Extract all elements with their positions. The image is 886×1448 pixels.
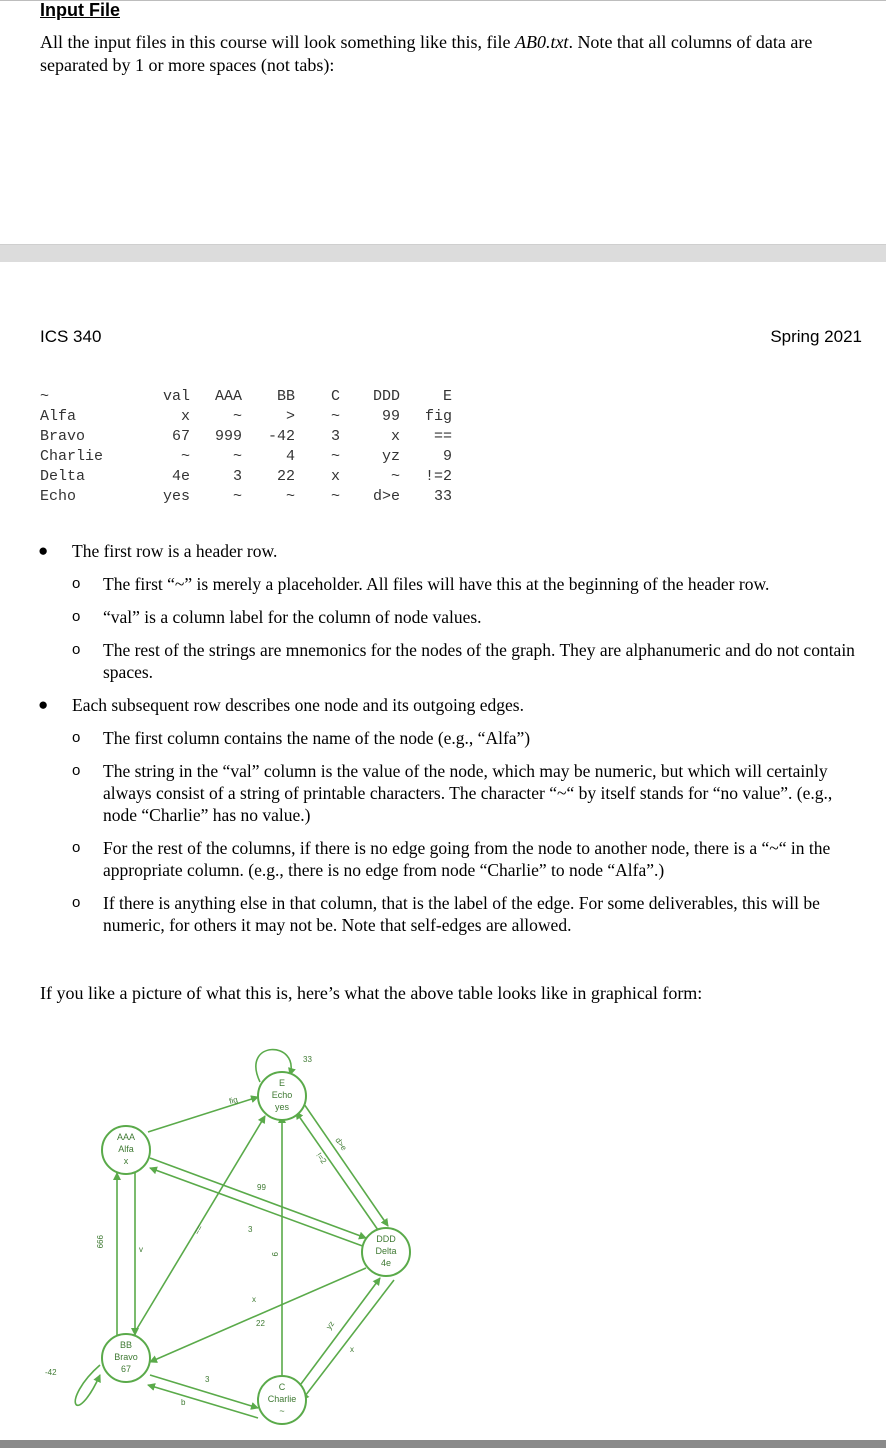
list-item-text: Each subsequent row describes one node and its outgoing edges. bbox=[72, 695, 524, 715]
sub-list-item-text: The rest of the strings are mnemonics for the nodes of the graph. They are alphanumeric and do not contain spaces. bbox=[103, 640, 855, 682]
node-name: Echo bbox=[271, 1090, 293, 1100]
edge-label: v bbox=[139, 1245, 143, 1254]
intro-after: . Note that all columns of data are separated by 1 or more spaces (not tabs): bbox=[40, 32, 813, 75]
table-cell: ~ bbox=[330, 488, 340, 505]
edge-label: == bbox=[191, 1223, 205, 1236]
table-cell: > bbox=[285, 408, 295, 425]
edge-label: b bbox=[181, 1398, 186, 1407]
table-row bbox=[36, 487, 452, 507]
table-cell: d>e bbox=[372, 488, 400, 505]
table-cell: C bbox=[330, 388, 340, 405]
edge-label: 3 bbox=[205, 1375, 210, 1384]
sub-list-item-text: For the rest of the columns, if there is no edge going from the node to another node, there is a “~“ in the appropriate column. (e.g., there is no edge from node “Charlie” to node “Alfa”.) bbox=[103, 838, 831, 880]
table-cell: E bbox=[442, 388, 452, 405]
table-cell: 4e bbox=[171, 468, 190, 485]
intro-filename: AB0.txt bbox=[514, 32, 569, 52]
table-row bbox=[36, 447, 452, 467]
edge-label: -42 bbox=[45, 1368, 57, 1377]
node-value: yes bbox=[274, 1102, 290, 1112]
edge-label: 99 bbox=[257, 1183, 266, 1192]
node-value: ~ bbox=[279, 1406, 285, 1416]
edge-label: !=2 bbox=[314, 1150, 329, 1166]
node-mnemonic: E bbox=[278, 1078, 286, 1088]
sub-list-item bbox=[0, 606, 886, 628]
sub-list-item-text: If there is anything else in that column, that is the label of the edge. For some deliverables, this will be numeric, for others it may not be. Note that self-edges are allowed. bbox=[103, 893, 820, 935]
circle-bullet-icon: o bbox=[72, 641, 81, 658]
figure-intro: If you like a picture of what this is, here’s what the above table looks like in graphical form: bbox=[40, 983, 703, 1003]
node-mnemonic: C bbox=[278, 1382, 286, 1392]
circle-bullet-icon: o bbox=[72, 894, 81, 911]
edge-delta-alfa bbox=[150, 1168, 368, 1248]
table-cell: !=2 bbox=[424, 468, 452, 485]
sub-list-item bbox=[0, 837, 886, 881]
edge-charlie-bravo bbox=[148, 1385, 258, 1418]
table-cell: ~ bbox=[390, 468, 400, 485]
edge-label: d>e bbox=[333, 1135, 349, 1153]
circle-bullet-icon: o bbox=[72, 575, 81, 592]
edge-label: 999 bbox=[95, 1235, 104, 1249]
edge-delta-echo bbox=[296, 1112, 378, 1230]
course-label: ICS 340 bbox=[40, 327, 102, 346]
node-name: Charlie bbox=[267, 1394, 297, 1404]
table-cell: BB bbox=[276, 388, 295, 405]
graph-diagram bbox=[0, 1030, 886, 1435]
table-cell: ~ bbox=[40, 388, 50, 405]
table-cell: 22 bbox=[276, 468, 295, 485]
table-cell: 9 bbox=[442, 448, 452, 465]
table-cell: ~ bbox=[285, 488, 295, 505]
table-cell: 3 bbox=[232, 468, 242, 485]
table-cell: == bbox=[433, 428, 452, 445]
edge-delta-charlie bbox=[302, 1280, 394, 1400]
node-value: 4e bbox=[380, 1258, 392, 1268]
sub-list-item bbox=[0, 573, 886, 595]
table-cell: ~ bbox=[330, 448, 340, 465]
table-cell: 3 bbox=[330, 428, 340, 445]
edge-bravo-echo bbox=[135, 1116, 265, 1332]
table-cell: x bbox=[180, 408, 190, 425]
edge-label: 3 bbox=[248, 1225, 253, 1234]
input-file-table bbox=[36, 387, 452, 507]
table-cell: ~ bbox=[232, 448, 242, 465]
table-cell: Echo bbox=[40, 488, 77, 505]
edge-label: 9 bbox=[270, 1252, 279, 1257]
page-break bbox=[0, 244, 886, 262]
node-name: Delta bbox=[375, 1246, 397, 1256]
sub-list-item bbox=[0, 892, 886, 936]
sub-list-item bbox=[0, 760, 886, 826]
circle-bullet-icon: o bbox=[72, 839, 81, 856]
table-cell: ~ bbox=[232, 408, 242, 425]
table-header-row bbox=[36, 387, 452, 407]
table-cell: AAA bbox=[214, 388, 242, 405]
sub-list-item-text: “val” is a column label for the column of node values. bbox=[103, 607, 482, 627]
edge-delta-bravo bbox=[150, 1268, 366, 1362]
table-cell: 67 bbox=[171, 428, 190, 445]
node-name: Bravo bbox=[114, 1352, 138, 1362]
table-row bbox=[36, 427, 452, 447]
table-cell: fig bbox=[424, 408, 452, 425]
bullet-icon: ● bbox=[38, 541, 49, 560]
term-label: Spring 2021 bbox=[770, 327, 862, 346]
circle-bullet-icon: o bbox=[72, 762, 81, 779]
list-item bbox=[0, 540, 886, 562]
table-cell: Alfa bbox=[40, 408, 77, 425]
explanation-list bbox=[0, 540, 886, 947]
edge-label: x bbox=[350, 1345, 354, 1354]
edge-alfa-delta bbox=[150, 1158, 366, 1238]
intro-paragraph bbox=[40, 31, 860, 77]
table-row bbox=[36, 407, 452, 427]
table-cell: ~ bbox=[232, 488, 242, 505]
circle-bullet-icon: o bbox=[72, 729, 81, 746]
table-cell: 99 bbox=[381, 408, 400, 425]
table-cell: ~ bbox=[330, 408, 340, 425]
node-value: 67 bbox=[120, 1364, 132, 1374]
edge-echo-delta bbox=[304, 1104, 388, 1226]
table-cell: -42 bbox=[267, 428, 295, 445]
edge-bravo-self bbox=[75, 1365, 100, 1405]
list-item-text: The first row is a header row. bbox=[72, 541, 278, 561]
node-mnemonic: BB bbox=[119, 1340, 133, 1350]
table-cell: Bravo bbox=[40, 428, 86, 445]
edge-charlie-delta bbox=[295, 1278, 380, 1392]
table-cell: x bbox=[390, 428, 400, 445]
top-rule bbox=[0, 0, 886, 1]
edge-label: x bbox=[252, 1295, 256, 1304]
edge-bravo-charlie bbox=[150, 1375, 258, 1408]
edge-label: 22 bbox=[256, 1319, 265, 1328]
table-cell: Charlie bbox=[40, 448, 104, 465]
table-cell: x bbox=[330, 468, 340, 485]
sub-list-item bbox=[0, 727, 886, 749]
node-value: x bbox=[123, 1156, 129, 1166]
table-cell: ~ bbox=[180, 448, 190, 465]
list-item bbox=[0, 694, 886, 716]
edge-label: fig bbox=[228, 1095, 239, 1106]
table-cell: 33 bbox=[433, 488, 452, 505]
bottom-scroll-bar[interactable] bbox=[0, 1440, 886, 1448]
sub-list-item-text: The first “~” is merely a placeholder. All files will have this at the beginning of the header row. bbox=[103, 574, 770, 594]
node-mnemonic: AAA bbox=[116, 1132, 136, 1142]
table-cell: yes bbox=[162, 488, 190, 505]
table-cell: 999 bbox=[214, 428, 242, 445]
table-cell: val bbox=[162, 388, 190, 405]
sub-list-item-text: The string in the “val” column is the value of the node, which may be numeric, but which will certainly always consist of a string of printable characters. The character “~“ by itself stands for “no value”. (e.g., node “Charlie” has no value.) bbox=[103, 761, 833, 825]
node-name: Alfa bbox=[118, 1144, 134, 1154]
edge-label: 33 bbox=[303, 1055, 312, 1064]
table-cell: DDD bbox=[372, 388, 400, 405]
circle-bullet-icon: o bbox=[72, 608, 81, 625]
bullet-icon: ● bbox=[38, 695, 49, 714]
edge-label: yz bbox=[324, 1319, 337, 1332]
table-cell: yz bbox=[381, 448, 400, 465]
table-row bbox=[36, 467, 452, 487]
sub-list-item-text: The first column contains the name of the node (e.g., “Alfa”) bbox=[103, 728, 531, 748]
sub-list-item bbox=[0, 639, 886, 683]
table-cell: 4 bbox=[285, 448, 295, 465]
intro-before: All the input files in this course will look something like this, file bbox=[40, 32, 515, 52]
table-cell: Delta bbox=[40, 468, 86, 485]
node-mnemonic: DDD bbox=[376, 1234, 396, 1244]
section-heading: Input File bbox=[40, 0, 120, 20]
edge-alfa-echo bbox=[148, 1097, 258, 1132]
